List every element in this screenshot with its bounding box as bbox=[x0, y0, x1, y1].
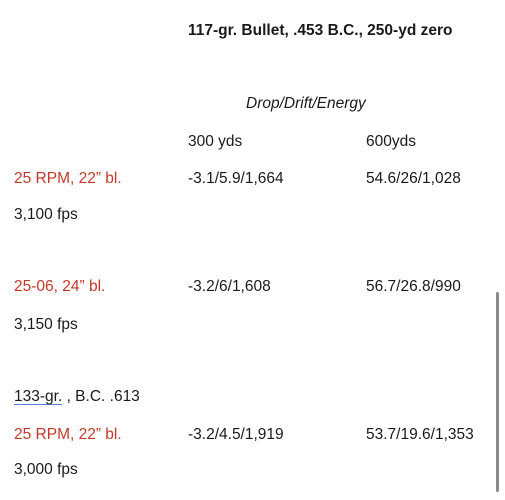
bullet-spec-line bbox=[14, 388, 140, 406]
row-velocity: 3,100 fps bbox=[14, 206, 78, 223]
row-label: 25 RPM, 22” bl. bbox=[14, 170, 122, 187]
row-label: 25 RPM, 22” bl. bbox=[14, 426, 122, 443]
row-velocity: 3,000 fps bbox=[14, 461, 78, 478]
value-300: -3.1/5.9/1,664 bbox=[188, 170, 284, 187]
bullet-bc: , B.C. .613 bbox=[62, 388, 140, 405]
column-group-heading: Drop/Drift/Energy bbox=[246, 95, 366, 112]
row-velocity: 3,150 fps bbox=[14, 316, 78, 333]
row-label: 25-06, 24” bl. bbox=[14, 278, 106, 295]
value-300: -3.2/6/1,608 bbox=[188, 278, 271, 295]
bullet-weight: 133-gr. bbox=[14, 388, 63, 405]
document-title: 117-gr. Bullet, .453 B.C., 250-yd zero bbox=[188, 22, 453, 39]
value-300: -3.2/4.5/1,919 bbox=[188, 426, 284, 443]
value-600: 54.6/26/1,028 bbox=[366, 170, 461, 187]
column-header-600: 600yds bbox=[366, 133, 416, 150]
column-header-300: 300 yds bbox=[188, 133, 243, 150]
value-600: 56.7/26.8/990 bbox=[366, 278, 461, 295]
value-600: 53.7/19.6/1,353 bbox=[366, 426, 474, 443]
vertical-scrollbar[interactable] bbox=[496, 292, 499, 492]
